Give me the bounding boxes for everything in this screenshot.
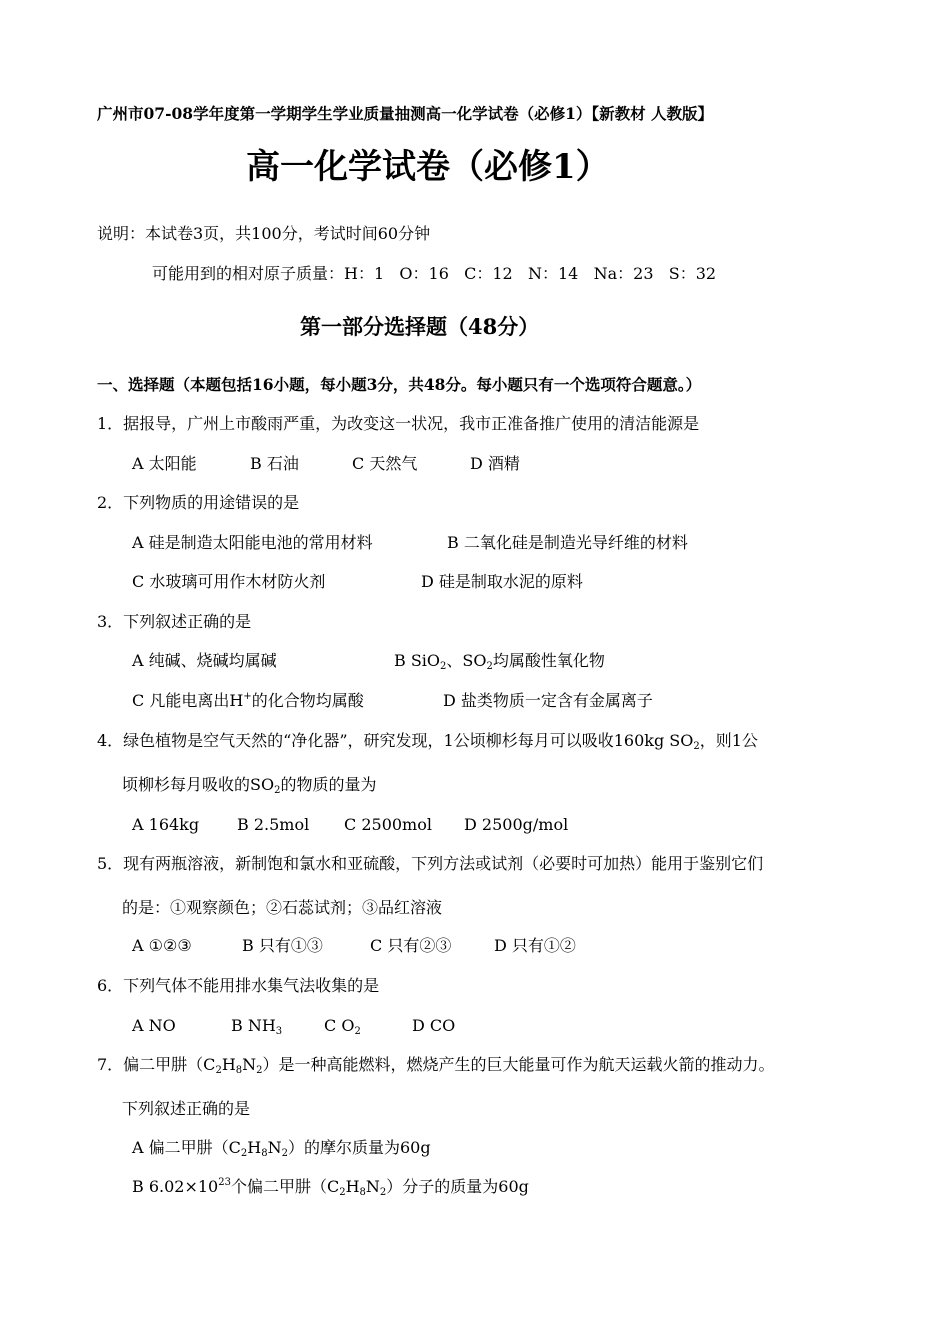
- option-d[interactable]: D CO: [412, 1016, 456, 1035]
- option-d[interactable]: D 酒精: [470, 454, 520, 473]
- question-5-stem-line2: 的是：①观察颜色；②石蕊试剂；③品红溶液: [122, 898, 443, 917]
- option-d[interactable]: D 2500g/mol: [464, 815, 569, 834]
- atomic-masses: 可能用到的相对原子质量：H：1 O：16 C：12 N：14 Na：23 S：32: [152, 264, 717, 283]
- option-a[interactable]: A 164kg: [132, 815, 200, 834]
- question-3-options-row1: [132, 651, 605, 671]
- question-7-option-a[interactable]: A 偏二甲肼$(C_2H_8N_2)$的摩尔质量为60g: [132, 1138, 431, 1159]
- option-d[interactable]: D 只有①②: [494, 936, 576, 955]
- option-a[interactable]: A 纯碱、烧碱均属碱: [132, 651, 277, 670]
- question-4-stem-line2: 顷柳杉每月吸收的$SO_2$的物质的量为: [122, 775, 377, 796]
- option-a[interactable]: A ①②③: [132, 936, 192, 955]
- option-b[interactable]: B 二氧化硅是制造光导纤维的材料: [447, 533, 688, 552]
- section-heading: 一、选择题（本题包括16小题，每小题3分，共48分。每小题只有一个选项符合题意。）: [97, 375, 702, 394]
- document-header: 广州市07-08学年度第一学期学生学业质量抽测高一化学试卷（必修1）【新教材 人教版】: [97, 104, 714, 123]
- question-6-stem: 6．下列气体不能用排水集气法收集的是: [97, 976, 380, 995]
- question-1-stem: 1．据报导，广州上市酸雨严重，为改变这一状况，我市正准备推广使用的清洁能源是: [97, 414, 700, 433]
- option-a[interactable]: A 硅是制造太阳能电池的常用材料: [132, 533, 373, 552]
- question-7-stem-line2: 下列叙述正确的是: [122, 1099, 251, 1118]
- option-b[interactable]: B 石油: [250, 454, 299, 473]
- question-4-stem-line1: 4．绿色植物是空气天然的“净化器”，研究发现，1公顷柳杉每月可以吸收160kg $SO_2$，则1公: [97, 731, 758, 752]
- option-d[interactable]: D 盐类物质一定含有金属离子: [443, 691, 653, 710]
- option-c[interactable]: C 凡能电离出H+的化合物均属酸: [132, 691, 364, 710]
- option-c[interactable]: C 2500mol: [344, 815, 432, 834]
- option-c[interactable]: C 天然气: [352, 454, 418, 473]
- question-2-options-row1: [132, 533, 688, 553]
- question-3-stem: 3．下列叙述正确的是: [97, 612, 252, 631]
- question-5-options: [132, 936, 576, 956]
- question-7-option-b[interactable]: B $6.02\times 10^{23}$个偏二甲肼$(C_2H_8N_2)$分子的质量为60g: [132, 1177, 529, 1198]
- option-b[interactable]: B SiO$_2$、$SO_2$均属酸性氧化物: [394, 651, 605, 672]
- option-b[interactable]: B 2.5mol: [237, 815, 310, 834]
- option-c[interactable]: C $O_2$: [324, 1016, 361, 1037]
- question-2-stem: 2．下列物质的用途错误的是: [97, 493, 300, 512]
- option-a[interactable]: A 太阳能: [132, 454, 197, 473]
- option-b[interactable]: B 只有①③: [242, 936, 323, 955]
- question-3-options-row2: [132, 691, 653, 711]
- question-5-stem-line1: 5．现有两瓶溶液，新制饱和氯水和亚硫酸，下列方法或试剂（必要时可加热）能用于鉴别它们: [97, 854, 764, 873]
- exam-title: 高一化学试卷（必修1）: [246, 147, 610, 187]
- question-6-options: [132, 1016, 455, 1036]
- option-b[interactable]: B $NH_3$: [231, 1016, 283, 1037]
- question-7-stem-line1: 7．偏二甲肼$(C_2H_8N_2)$是一种高能燃料，燃烧产生的巨大能量可作为航天运载火箭的推动力。: [97, 1055, 775, 1076]
- option-a[interactable]: A NO: [132, 1016, 176, 1035]
- exam-instructions: 说明：本试卷3页，共100分，考试时间60分钟: [97, 224, 431, 243]
- question-1-options: [132, 454, 520, 474]
- question-2-options-row2: [132, 572, 583, 592]
- option-c[interactable]: C 水玻璃可用作木材防火剂: [132, 572, 326, 591]
- part-one-title: 第一部分选择题（48分）: [300, 314, 540, 339]
- option-d[interactable]: D 硅是制取水泥的原料: [421, 572, 583, 591]
- question-4-options: [132, 815, 568, 835]
- option-c[interactable]: C 只有②③: [370, 936, 452, 955]
